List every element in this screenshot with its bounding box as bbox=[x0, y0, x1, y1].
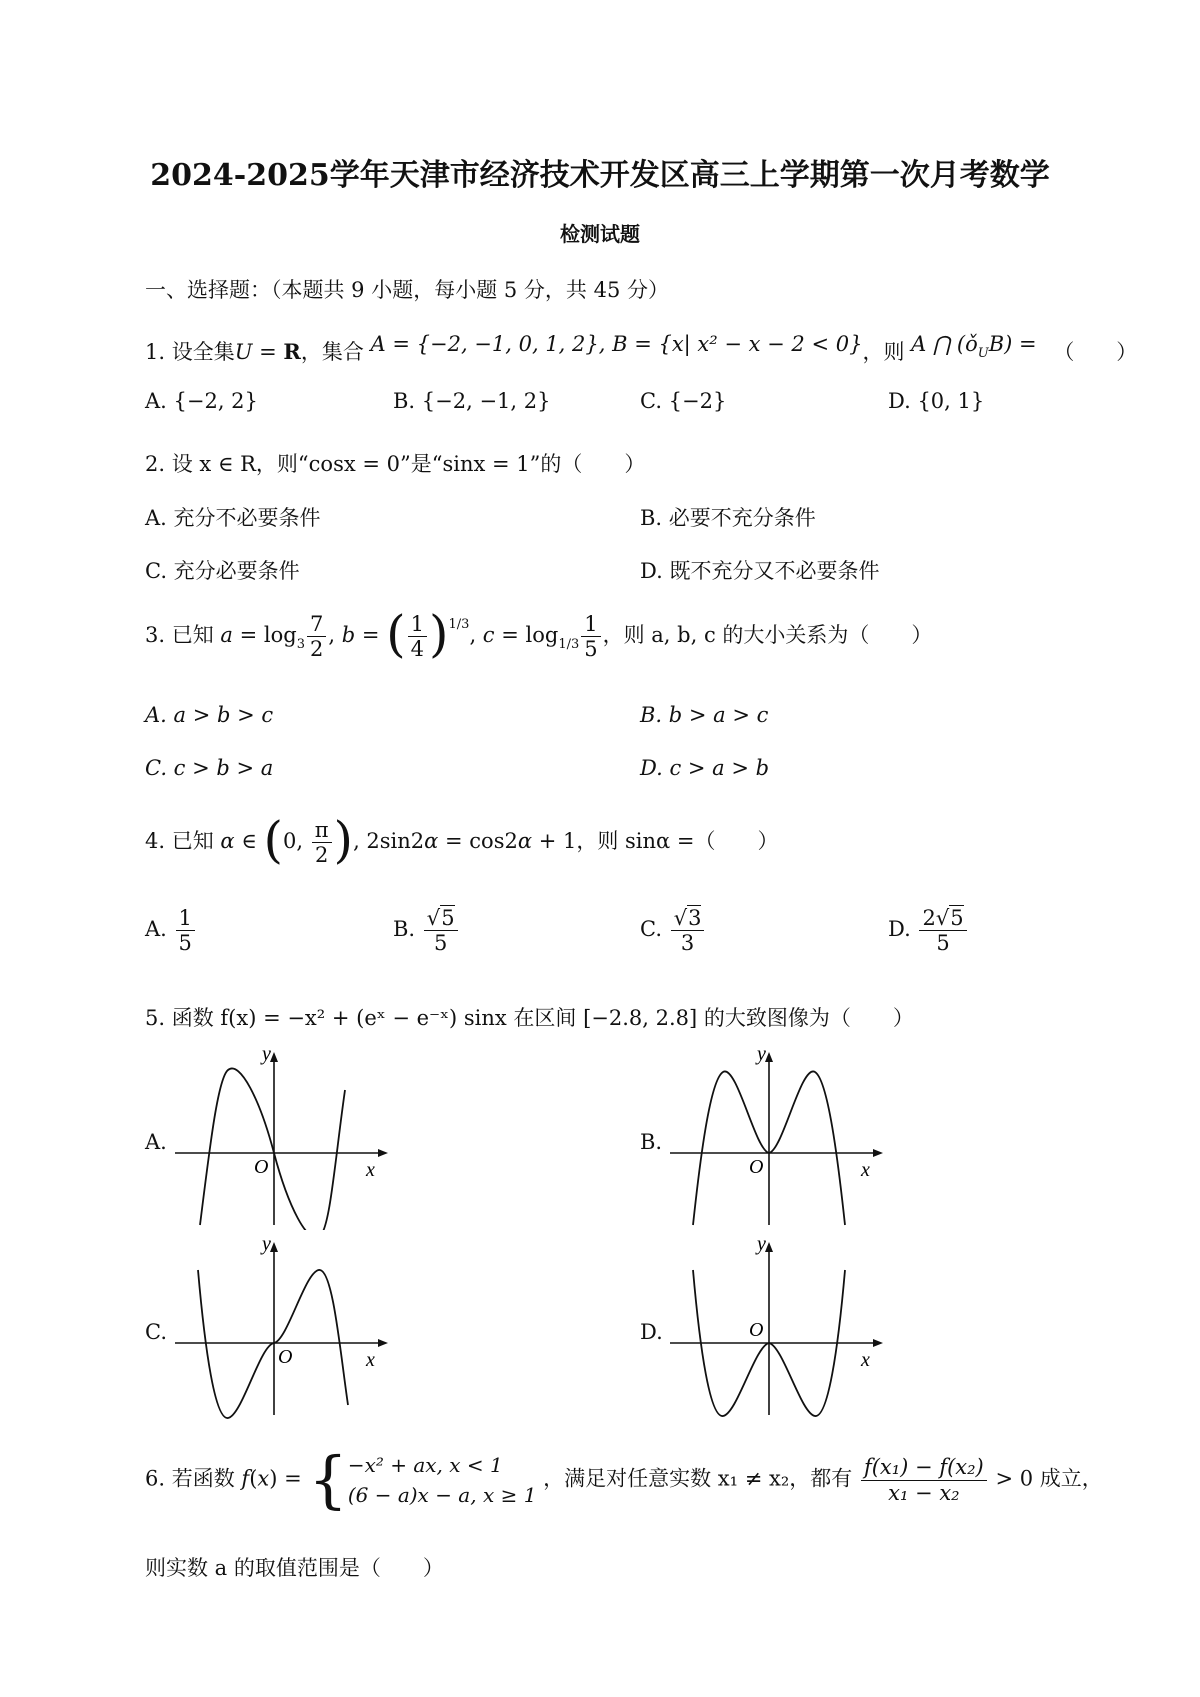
q4-option-b: B. $\frac{√5}{5}$ bbox=[393, 906, 460, 955]
q5-b-origin: O bbox=[749, 1156, 764, 1178]
q5-option-c-label: C. bbox=[145, 1320, 167, 1344]
q1-option-a: A. {−2, 2} bbox=[145, 389, 258, 413]
q2-option-d: D. 既不充分又不必要条件 bbox=[640, 559, 880, 583]
q1-option-b: B. {−2, −1, 2} bbox=[393, 389, 551, 413]
q5-option-b-label: B. bbox=[640, 1130, 663, 1154]
q1-expr: A ⋂ (ǒ bbox=[911, 332, 978, 356]
q2-option-b: B. 必要不充分条件 bbox=[640, 506, 816, 530]
q2-option-a: A. 充分不必要条件 bbox=[145, 506, 321, 530]
q4-option-d: D. $\frac{2√5}{5}$ bbox=[888, 906, 969, 955]
q5-graph-a bbox=[170, 1050, 390, 1230]
q5-a-x-label: x bbox=[366, 1159, 375, 1181]
q6-case-1: −x² + ax, x < 1 bbox=[347, 1453, 503, 1477]
q1-blank: （ ） bbox=[1053, 340, 1138, 364]
question-1-stem: 1. 设全集U = R，集合 A = {−2, −1, 0, 1, 2}, B = {x| x² − x − 2 < 0}，则 A ⋂ $(ǒ_UB)$ = （ ） bbox=[145, 332, 1138, 364]
question-5-stem: 5. 函数 f(x) = −x² + (eˣ − e⁻ˣ) sinx 在区间 [−2.8, 2.8] 的大致图像为（ ） bbox=[145, 1006, 914, 1030]
q4-option-a: A. $\frac{1}{5}$ bbox=[145, 906, 197, 955]
document-subtitle: 检测试题 bbox=[560, 222, 640, 246]
q1-expr-end: B) = bbox=[988, 332, 1037, 356]
q3-option-c: C. c > b > a bbox=[145, 756, 274, 780]
q5-a-y-label: y bbox=[262, 1050, 271, 1065]
q4-option-c: C. $\frac{√3}{3}$ bbox=[640, 906, 706, 955]
question-6-stem: 6. 若函数 f(x) = { −x² + ax, x < 1 (6 − a)x − a, x ≥ 1 ，满足对任意实数 x₁ ≠ x₂，都有 $\frac{\text{f(x₁) − f(x₂)}}{\text{x₁ − x₂}}$ > 0 成立， bbox=[145, 1443, 1103, 1516]
q1-option-c: C. {−2} bbox=[640, 389, 727, 413]
q5-graph-d bbox=[665, 1240, 885, 1420]
q1-sets: A = {−2, −1, 0, 1, 2}, B = {x| x² − x − 2 < 0} bbox=[370, 332, 863, 356]
q5-c-origin: O bbox=[278, 1346, 293, 1368]
q5-a-origin: O bbox=[254, 1156, 269, 1178]
q6-prefix: 6. 若函数 bbox=[145, 1466, 235, 1491]
question-4-stem: 4. 已知 α ∈ (0, $\frac{\pi}{2}$ ), 2sin2α = cos2α + 1，则 sinα =（ ） bbox=[145, 811, 779, 870]
q2-option-c: C. 充分必要条件 bbox=[145, 559, 300, 583]
q5-b-y-label: y bbox=[757, 1050, 766, 1065]
q5-option-d-label: D. bbox=[640, 1320, 663, 1344]
q5-d-origin: O bbox=[749, 1319, 764, 1341]
q6-suffix: > 0 成立， bbox=[995, 1466, 1103, 1491]
q6-frac-num: f(x₁) − f(x₂) bbox=[861, 1455, 987, 1480]
q3-prefix: 3. 已知 bbox=[145, 623, 214, 648]
q5-d-y-label: y bbox=[757, 1240, 766, 1255]
q1-option-d: D. {0, 1} bbox=[888, 389, 985, 413]
q3-option-d: D. c > a > b bbox=[640, 756, 770, 780]
q5-b-x-label: x bbox=[861, 1159, 870, 1181]
question-2-stem: 2. 设 x ∈ R，则“cosx = 0”是“sinx = 1”的（ ） bbox=[145, 452, 646, 476]
q5-graph-b bbox=[665, 1050, 885, 1230]
q3-option-b: B. b > a > c bbox=[640, 703, 769, 727]
q6-mid: ，满足对任意实数 x₁ ≠ x₂，都有 bbox=[543, 1466, 853, 1491]
q3-option-a: A. a > b > c bbox=[145, 703, 274, 727]
q6-fraction bbox=[861, 1455, 987, 1504]
q6-frac-den: x₁ − x₂ bbox=[888, 1480, 960, 1505]
q1-mid: ，集合 bbox=[300, 340, 364, 364]
q3-suffix: ，则 a, b, c 的大小关系为（ ） bbox=[602, 623, 933, 648]
q5-d-x-label: x bbox=[861, 1349, 870, 1371]
document-title: 2024-2025学年天津市经济技术开发区高三上学期第一次月考数学 bbox=[150, 158, 1050, 193]
q5-graph-c bbox=[170, 1240, 390, 1420]
q6-line-2: 则实数 a 的取值范围是（ ） bbox=[145, 1556, 444, 1580]
q6-case-2: (6 − a)x − a, x ≥ 1 bbox=[347, 1483, 537, 1507]
q1-sub: U bbox=[977, 346, 989, 361]
q5-option-a-label: A. bbox=[145, 1130, 167, 1154]
q5-c-x-label: x bbox=[366, 1349, 375, 1371]
q5-c-y-label: y bbox=[262, 1240, 271, 1255]
question-3-stem: 3. 已知 $a = \log_3$ $\frac{7}{2}$ , b = ( $\frac{1}{4}$ )$^{1/3}$, $c = \log_{1/3}$ $\frac{1}{5}$ ，则 a, b, c 的大小关系为（ ） bbox=[145, 605, 933, 664]
q1-then: ，则 bbox=[862, 340, 905, 364]
q4-suffix: ，则 sinα =（ ） bbox=[576, 829, 779, 854]
q4-prefix: 4. 已知 bbox=[145, 829, 214, 854]
section-header: 一、选择题：（本题共 9 小题，每小题 5 分，共 45 分） bbox=[145, 278, 669, 302]
q6-piecewise: { −x² + ax, x < 1 (6 − a)x − a, x ≥ 1 bbox=[308, 1443, 537, 1516]
q1-prefix: 1. 设全集 bbox=[145, 340, 235, 364]
